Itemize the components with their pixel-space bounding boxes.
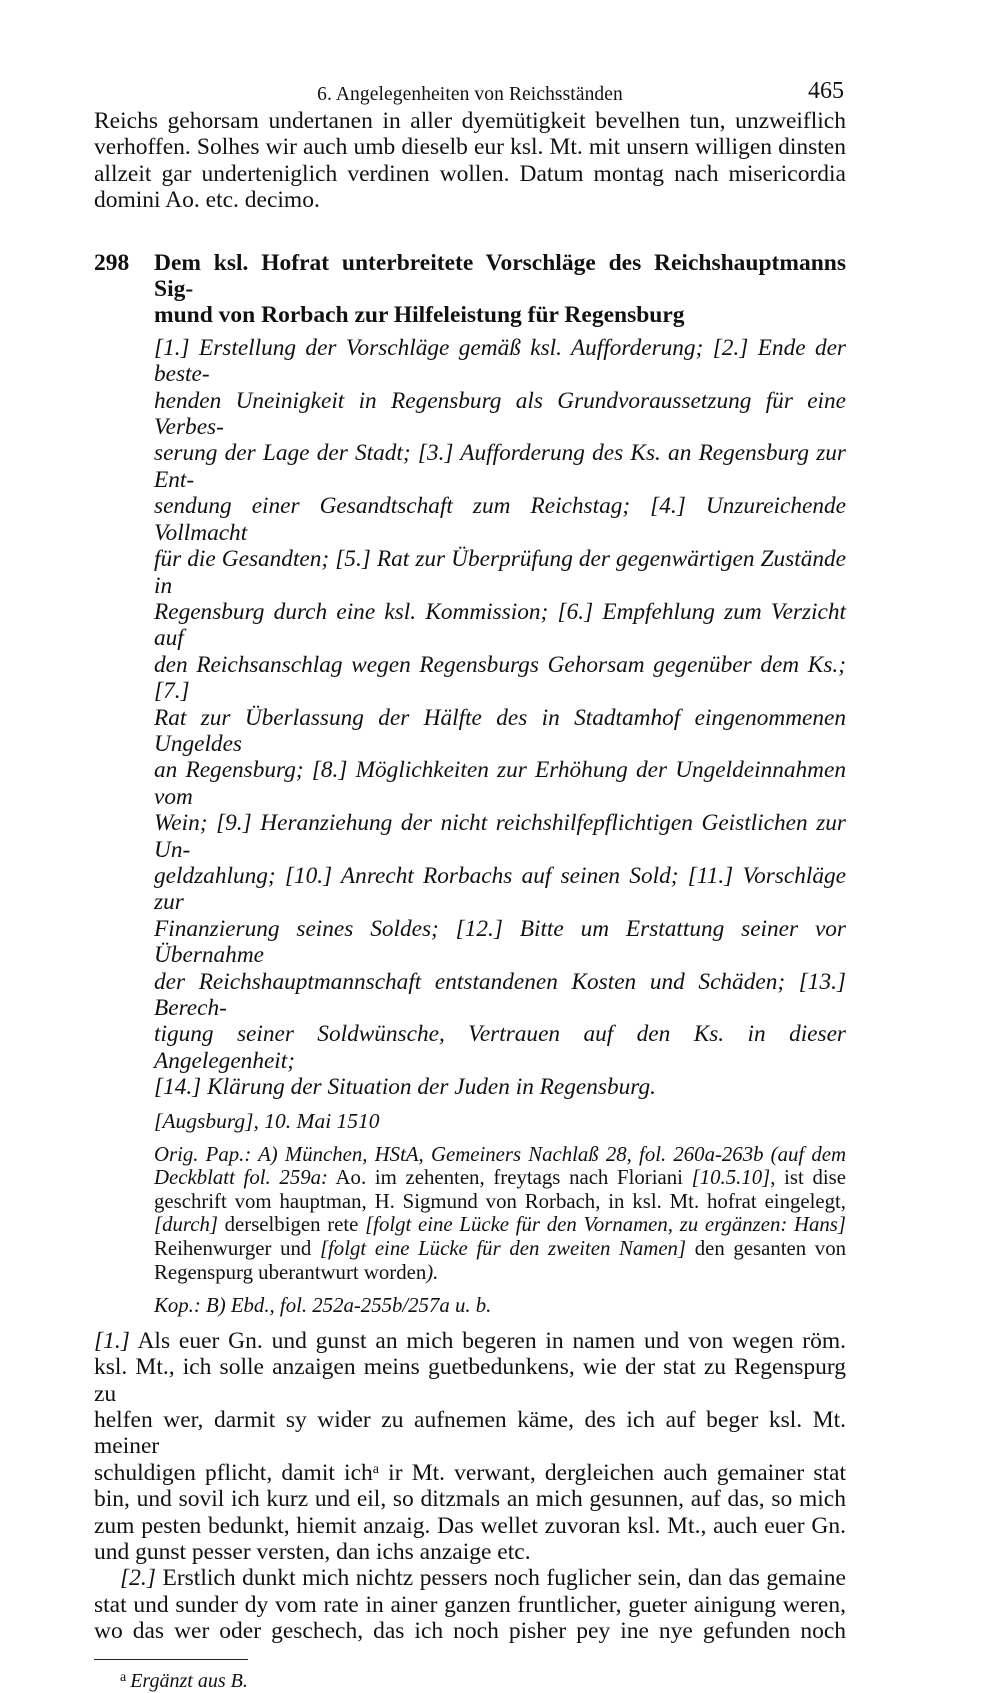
text-line [94, 1460, 846, 1486]
footnote-text: Ergänzt aus B. [130, 1669, 248, 1692]
regest-line: Finanzierung seines Soldes; [12.] Bitte um Erstattung seiner vor Übernahme [154, 915, 846, 969]
regest [154, 335, 846, 1101]
source-line [154, 1237, 846, 1261]
source-fragment: den gesanten von [686, 1237, 846, 1260]
text-line [94, 1565, 846, 1591]
source-line [154, 1261, 846, 1285]
regest-line: für die Gesandten; [5.] Rat zur Überprüfung der gegenwärtigen Zustände in [154, 546, 846, 599]
source-fragment: ). [426, 1260, 439, 1284]
entry-number: 298 [94, 249, 130, 276]
title-line: Dem ksl. Hofrat unterbreitete Vorschläge des Reichshauptmanns Sig- [154, 249, 846, 303]
text-fragment: ir Mt. verwant, dergleichen auch gemainer stat [379, 1459, 846, 1486]
source-fragment: [10.5.10] [691, 1166, 771, 1190]
text-line: bin, und sovil ich kurz und eil, so ditzmals an mich gesunnen, auf das, so mich [94, 1486, 846, 1513]
source-fragment: Regenspurg uberantwurt worden [154, 1260, 427, 1284]
intro-paragraph [94, 108, 846, 214]
source-fragment: Ao. im zehenten, freytags nach Floriani [327, 1166, 692, 1190]
footnote-mark: a [120, 1669, 127, 1685]
copy-note: Kop.: B) Ebd., fol. 252a-255b/257a u. b. [154, 1294, 492, 1318]
source-fragment: [folgt eine Lücke für den zweiten Namen] [319, 1237, 687, 1260]
running-title: 6. Angelegenheiten von Reichsständen [317, 84, 623, 105]
footnote-rule [94, 1659, 248, 1660]
text-line: domini Ao. etc. decimo. [94, 187, 320, 214]
source-fragment: [folgt eine Lücke für den Vornamen, zu ergänzen: Hans] [365, 1213, 846, 1237]
source-fragment: [durch] [154, 1213, 218, 1237]
source-line: Orig. Pap.: A) München, HStA, Gemeiners Nachlaß 28, fol. 260a-263b (auf dem [154, 1142, 846, 1166]
text-line: allzeit gar underteniglich verdinen wollen. Datum montag nach misericordia [94, 160, 846, 187]
text-line: zum pesten bedunkt, hiemit anzaig. Das wellet zuvoran ksl. Mt., auch euer Gn. [94, 1512, 846, 1539]
page-number: 465 [808, 78, 844, 104]
entry-heading [94, 250, 846, 329]
text-line: und gunst pesser versten, dan ichs anzaige etc. [94, 1539, 531, 1566]
regest-line: [14.] Klärung der Situation der Juden in Regensburg. [154, 1074, 656, 1101]
text-line: wo das wer oder geschech, das ich noch pisher pey ine nye gefunden noch [94, 1618, 846, 1645]
source-line [154, 1166, 846, 1190]
footnote [120, 1666, 846, 1693]
text-fragment: Als euer Gn. und gunst an mich begeren in namen und von wegen röm. [129, 1327, 846, 1354]
source-line [154, 1213, 846, 1237]
regest-line: an Regensburg; [8.] Möglichkeiten zur Erhöhung der Ungeldeinnahmen vom [154, 757, 846, 810]
source-fragment: , ist dise [770, 1166, 846, 1190]
running-header [94, 78, 846, 108]
entry-title [154, 250, 846, 329]
text-line: Reichs gehorsam undertanen in aller dyemütigkeit bevelhen tun, unzweiflich [94, 108, 846, 134]
title-line: mund von Rorbach zur Hilfeleistung für Regensburg [154, 302, 685, 329]
text-line [94, 1328, 846, 1354]
text-line: helfen wer, darmit sy wider zu aufnemen käme, des ich auf beger ksl. Mt. meiner [94, 1407, 846, 1460]
source-note [154, 1143, 846, 1285]
regest-line: tigung seiner Soldwünsche, Vertrauen auf den Ks. in dieser Angelegenheit; [154, 1021, 846, 1074]
source-fragment: Deckblatt fol. 259a: [154, 1166, 328, 1190]
regest-line: sendung einer Gesandtschaft zum Reichstag; [4.] Unzureichende Vollmacht [154, 493, 846, 546]
dateline: [Augsburg], 10. Mai 1510 [154, 1108, 380, 1133]
regest-line: geldzahlung; [10.] Anrecht Rorbachs auf seinen Sold; [11.] Vorschläge zur [154, 862, 846, 916]
document-page [94, 78, 846, 1693]
text-fragment: schuldigen pflicht, damit ich [94, 1459, 373, 1486]
footnote-reference[interactable]: a [372, 1461, 379, 1477]
text-line: stat und sunder dy vom rate in ainer ganzen fruntlicher, gueter ainigung weren, [94, 1591, 846, 1618]
regest-line: Regensburg durch eine ksl. Kommission; [6.] Empfehlung zum Verzicht auf [154, 598, 846, 652]
text-fragment: Erstlich dunkt mich nichtz pessers noch fuglicher sein, dan das gemaine [155, 1565, 846, 1592]
text-line: verhoffen. Solhes wir auch umb dieselb eur ksl. Mt. mit unsern willigen dinsten [94, 134, 846, 161]
text-line: ksl. Mt., ich solle anzaigen meins guetbedunkens, wie der stat zu Regenspurg zu [94, 1354, 846, 1407]
source-fragment: derselbigen rete [217, 1213, 366, 1237]
section-marker: [1.] [94, 1327, 130, 1354]
source-fragment: Reihenwurger und [154, 1237, 320, 1260]
regest-line: [1.] Erstellung der Vorschläge gemäß ksl. Aufforderung; [2.] Ende der beste- [154, 334, 846, 388]
section-marker: [2.] [120, 1565, 156, 1592]
regest-line: der Reichshauptmannschaft entstandenen Kosten und Schäden; [13.] Berech- [154, 968, 846, 1021]
body-paragraph-2 [94, 1565, 846, 1644]
source-line: geschrift vom hauptman, H. Sigmund von Rorbach, in ksl. Mt. hofrat eingelegt, [154, 1189, 846, 1213]
regest-line: serung der Lage der Stadt; [3.] Aufforderung des Ks. an Regensburg zur Ent- [154, 440, 846, 493]
regest-line: Rat zur Überlassung der Hälfte des in Stadtamhof eingenommenen Ungeldes [154, 704, 846, 757]
regest-line: Wein; [9.] Heranziehung der nicht reichshilfepflichtigen Geistlichen zur Un- [154, 810, 846, 863]
regest-line: henden Uneinigkeit in Regensburg als Grundvoraussetzung für eine Verbes- [154, 387, 846, 441]
body-paragraph-1 [94, 1328, 846, 1566]
regest-line: den Reichsanschlag wegen Regensburgs Gehorsam gegenüber dem Ks.; [7.] [154, 651, 846, 705]
